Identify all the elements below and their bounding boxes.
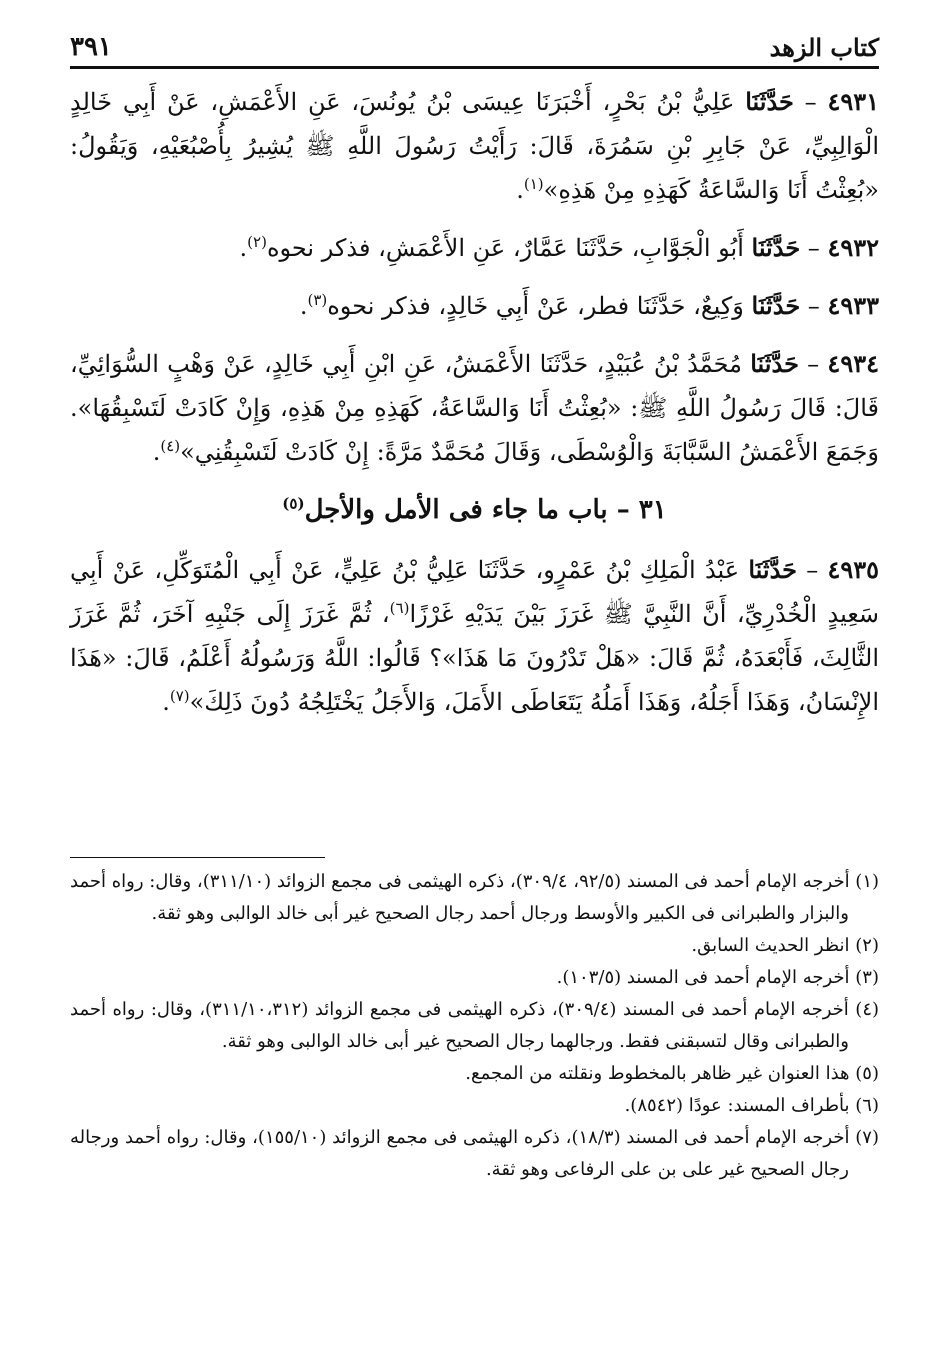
chapter-title-text: ٣١ – باب ما جاء فى الأمل والأجل bbox=[304, 495, 667, 525]
hadith-number: ٤٩٣٢ bbox=[827, 233, 879, 262]
hadith-text: وَكِيعٌ، حَدَّثَنَا فطر، عَنْ أَبِي خَالِدٍ، فذكر نحوه bbox=[327, 292, 744, 320]
footnote-ref: (٦) bbox=[389, 599, 410, 617]
footnote-7: (٧) أخرجه الإمام أحمد فى المسند (١٨/٣)، ذكره الهيثمى فى مجمع الزوائد (١٥٥/١٠)، وقال: رواه أحمد ورجاله رجال الصحيح غير على بن على الرفاعى وهو ثقة. bbox=[70, 1127, 879, 1180]
hadith-number: ٤٩٣٣ bbox=[827, 291, 879, 320]
footnotes bbox=[70, 866, 879, 1186]
hadith-opening: حَدَّثَنَا bbox=[745, 87, 794, 116]
footnote-rule bbox=[70, 857, 325, 858]
hadith-text: أَبُو الْجَوَّابِ، حَدَّثَنَا عَمَّارٌ، عَنِ الأَعْمَشِ، فذكر نحوه bbox=[266, 234, 744, 262]
hadith-opening: حَدَّثَنَا bbox=[751, 291, 801, 320]
footnote-ref: (٢) bbox=[247, 233, 267, 251]
hadith-opening: حَدَّثَنَا bbox=[748, 555, 797, 584]
footnote-ref: (٣) bbox=[307, 291, 328, 309]
hadith-text: مُحَمَّدُ بْنُ عُبَيْدٍ، حَدَّثَنَا الأَعْمَشُ، عَنِ ابْنِ أَبِي خَالِدٍ، عَنْ وَهْبٍ السُّوَائِيِّ، قَالَ: قَالَ رَسُولُ اللَّهِ ﷺ: «بُعِثْتُ أَنَا وَالسَّاعَةُ، كَهَذِهِ مِنْ هَذِهِ، وَإِنْ كَادَتْ لَتَسْبِقُهَا». وَجَمَعَ الأَعْمَشُ السَّبَّابَةَ وَالْوُسْطَى، وَقَالَ مُحَمَّدٌ مَرَّةً: إِنْ كَادَتْ لَتَسْبِقُنِي» bbox=[70, 350, 879, 466]
hadith-4934: ٤٩٣٤ – حَدَّثَنَا مُحَمَّدُ بْنُ عُبَيْدٍ، حَدَّثَنَا الأَعْمَشُ، عَنِ ابْنِ أَبِي خَالِدٍ، عَنْ وَهْبٍ السُّوَائِيِّ، قَالَ: قَالَ رَسُولُ اللَّهِ ﷺ: «بُعِثْتُ أَنَا وَالسَّاعَةُ، كَهَذِهِ مِنْ هَذِهِ، وَإِنْ كَادَتْ لَتَسْبِقُهَا». وَجَمَعَ الأَعْمَشُ السَّبَّابَةَ وَالْوُسْطَى، وَقَالَ مُحَمَّدٌ مَرَّةً: إِنْ كَادَتْ لَتَسْبِقُنِي»$^{(٤)}$. bbox=[70, 349, 879, 466]
hadith-text-continued: ، ثُمَّ غَرَزَ إِلَى جَنْبِهِ آخَرَ، ثُمَّ غَرَزَ الثَّالِثَ، فَأَبْعَدَهُ، ثُمَّ قَالَ: «هَلْ تَدْرُونَ مَا هَذَا»؟ قَالُوا: اللَّهُ وَرَسُولُهُ أَعْلَمُ، قَالَ: «هَذَا الإِنْسَانُ، وَهَذَا أَجَلُهُ، وَهَذَا أَمَلُهُ يَتَعَاطَى الأَمَلَ، وَالأَجَلُ يَخْتَلِجُهُ دُونَ ذَلِكَ» bbox=[70, 600, 880, 716]
footnote-1: (١) أخرجه الإمام أحمد فى المسند (٩٢/٥، ٣٠٩/٤)، ذكره الهيثمى فى مجمع الزوائد (٣١١/١٠)، وقال: رواه أحمد والبزار والطبرانى فى الكبير والأوسط ورجال أحمد رجال الصحيح غير أبى خالد الوالبى وهو ثقة. bbox=[70, 871, 880, 924]
running-head bbox=[70, 30, 879, 64]
hadith-4931: ٤٩٣١ – حَدَّثَنَا عَلِيُّ بْنُ بَحْرٍ، أَخْبَرَنَا عِيسَى بْنُ يُونُسَ، عَنِ الأَعْمَشِ، عَنْ أَبِي خَالِدٍ الْوَالِبِيِّ، عَنْ جَابِرِ بْنِ سَمُرَةَ، قَالَ: رَأَيْتُ رَسُولَ اللَّهِ ﷺ يُشِيرُ بِأُصْبُعَيْهِ، وَيَقُولُ: «بُعِثْتُ أَنَا وَالسَّاعَةُ كَهَذِهِ مِنْ هَذِهِ»$^{(١)}$. bbox=[70, 87, 879, 204]
hadith-number: ٤٩٣١ bbox=[827, 87, 879, 116]
footnote-2: (٢) انظر الحديث السابق. bbox=[691, 935, 879, 956]
footnote-3: (٣) أخرجه الإمام أحمد فى المسند (١٠٣/٥). bbox=[556, 967, 879, 988]
hadith-4935: ٤٩٣٥ – حَدَّثَنَا عَبْدُ الْمَلِكِ بْنُ عَمْرٍو، حَدَّثَنَا عَلِيُّ بْنُ عَلِيٍّ، عَنْ أَبِي الْمُتَوَكِّلِ، عَنْ أَبِي سَعِيدٍ الْخُدْرِيِّ، أَنَّ النَّبِيَّ ﷺ غَرَزَ بَيْنَ يَدَيْهِ غَرْزًا$^{(٦)}$، ثُمَّ غَرَزَ إِلَى جَنْبِهِ آخَرَ، ثُمَّ غَرَزَ الثَّالِثَ، فَأَبْعَدَهُ، ثُمَّ قَالَ: «هَلْ تَدْرُونَ مَا هَذَا»؟ قَالُوا: اللَّهُ وَرَسُولُهُ أَعْلَمُ، قَالَ: «هَذَا الإِنْسَانُ، وَهَذَا أَجَلُهُ، وَهَذَا أَمَلُهُ يَتَعَاطَى الأَمَلَ، وَالأَجَلُ يَخْتَلِجُهُ دُونَ ذَلِكَ»$^{(٧)}$. bbox=[70, 555, 880, 716]
footnote-6: (٦) بأطراف المسند: عودًا (٨٥٤٢). bbox=[624, 1095, 879, 1116]
footnote-4: (٤) أخرجه الإمام أحمد فى المسند (٣٠٩/٤)، ذكره الهيثمى فى مجمع الزوائد (٣١١/١٠،٣١٢)، وقال: رواه أحمد والطبرانى وقال لتسبقنى فقط. ورجالهما رجال الصحيح غير أبى خالد الوالبى وهو ثقة. bbox=[70, 999, 880, 1052]
chapter-title bbox=[70, 488, 879, 532]
page-number: ٣٩١ bbox=[70, 32, 112, 62]
hadith-text: عَلِيُّ بْنُ بَحْرٍ، أَخْبَرَنَا عِيسَى بْنُ يُونُسَ، عَنِ الأَعْمَشِ، عَنْ أَبِي خَالِدٍ الْوَالِبِيِّ، عَنْ جَابِرِ بْنِ سَمُرَةَ، قَالَ: رَأَيْتُ رَسُولَ اللَّهِ ﷺ يُشِيرُ بِأُصْبُعَيْهِ، وَيَقُولُ: «بُعِثْتُ أَنَا وَالسَّاعَةُ كَهَذِهِ مِنْ هَذِهِ» bbox=[70, 88, 879, 204]
hadith-4932: ٤٩٣٢ – حَدَّثَنَا أَبُو الْجَوَّابِ، حَدَّثَنَا عَمَّارٌ، عَنِ الأَعْمَشِ، فذكر نحوه$^{(٢)}$. bbox=[239, 233, 879, 262]
hadith-4933: ٤٩٣٣ – حَدَّثَنَا وَكِيعٌ، حَدَّثَنَا فطر، عَنْ أَبِي خَالِدٍ، فذكر نحوه$^{(٣)}$. bbox=[299, 291, 879, 320]
book-title: كتاب الزهد bbox=[769, 32, 879, 62]
hadith-opening: حَدَّثَنَا bbox=[750, 349, 799, 378]
hadith-number: ٤٩٣٥ bbox=[827, 555, 879, 584]
footnote-ref: (٥) bbox=[282, 494, 305, 513]
hadith-number: ٤٩٣٤ bbox=[827, 349, 879, 378]
hadith-opening: حَدَّثَنَا bbox=[751, 233, 801, 262]
footnote-ref: (١) bbox=[523, 175, 544, 193]
footnote-5: (٥) هذا العنوان غير ظاهر بالمخطوط ونقلته من المجمع. bbox=[465, 1063, 879, 1084]
footnote-ref: (٤) bbox=[160, 437, 181, 455]
header-rule bbox=[70, 66, 879, 69]
hadith-text: عَبْدُ الْمَلِكِ بْنُ عَمْرٍو، حَدَّثَنَا عَلِيُّ بْنُ عَلِيٍّ، عَنْ أَبِي الْمُتَوَكِّلِ، عَنْ أَبِي سَعِيدٍ الْخُدْرِيِّ، أَنَّ النَّبِيَّ ﷺ غَرَزَ بَيْنَ يَدَيْهِ غَرْزًا bbox=[70, 556, 880, 628]
main-text bbox=[70, 80, 879, 738]
footnote-ref: (٧) bbox=[169, 687, 190, 705]
